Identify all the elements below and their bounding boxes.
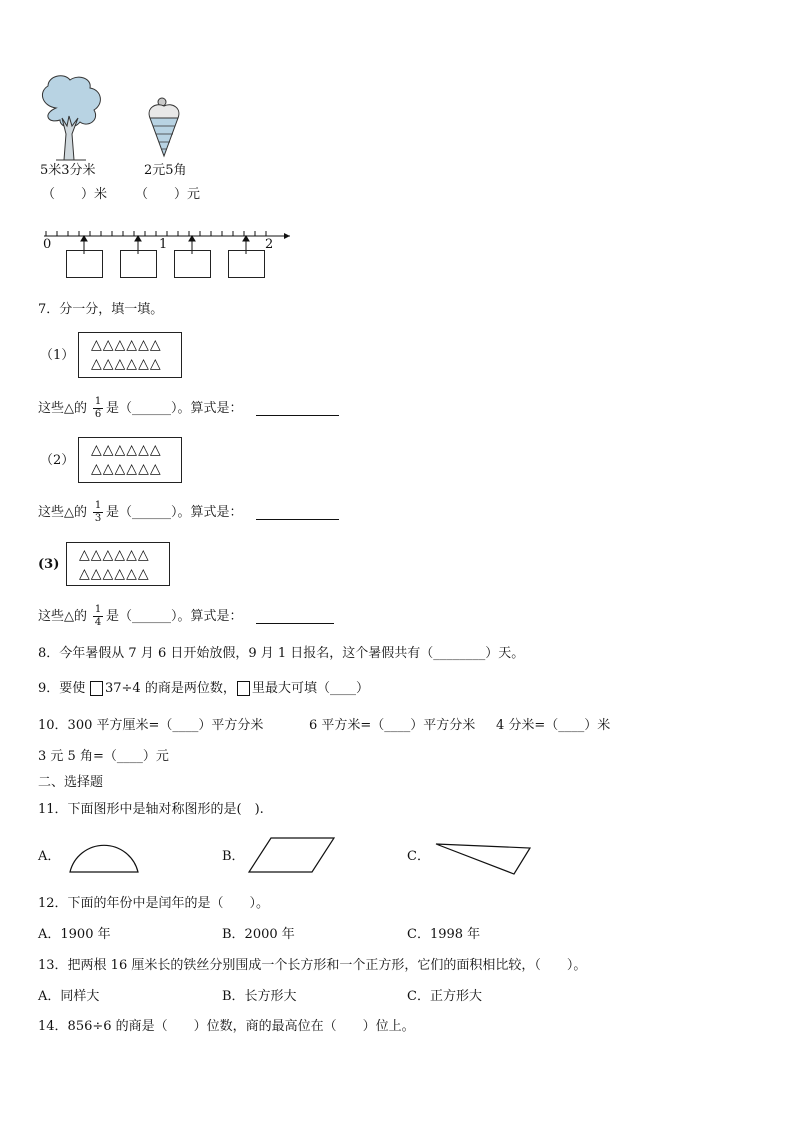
fraction-numerator: 1 xyxy=(94,500,102,511)
q12-option-b[interactable]: B．2000 年 xyxy=(222,927,295,942)
number-line-answer-box-4[interactable] xyxy=(228,250,265,278)
tree-answer-blank[interactable]: （ ）米 xyxy=(42,187,108,202)
semicircle-shape[interactable] xyxy=(68,834,142,874)
q7-part3-fraction xyxy=(93,605,103,628)
q10-b[interactable]: 6 平方米=（____）平方分米 xyxy=(309,718,476,733)
q11-option-c-label[interactable]: C． xyxy=(407,849,430,864)
fraction-denominator: 3 xyxy=(94,513,102,524)
q7-part2-suffix[interactable]: 是（______）。算式是： xyxy=(106,505,243,520)
q7-part1-suffix[interactable]: 是（______）。算式是： xyxy=(106,401,243,416)
q10-a[interactable]: 10．300 平方厘米=（____）平方分米 xyxy=(38,718,264,733)
q9-digit-box-2[interactable] xyxy=(237,681,250,696)
q13-option-a[interactable]: A．同样大 xyxy=(38,989,100,1004)
q9-digit-box-1[interactable] xyxy=(90,681,103,696)
q7-part2-triangle-box xyxy=(78,437,182,483)
q8-text[interactable]: 8．今年暑假从 7 月 6 日开始放假，9 月 1 日报名，这个暑假共有（________）天。 xyxy=(38,646,525,661)
q12-stem: 12．下面的年份中是闰年的是（ ）。 xyxy=(38,896,270,911)
icecream-label: 2元5角 xyxy=(144,163,187,178)
q7-part1-fraction xyxy=(93,397,103,420)
q7-part2-formula-blank[interactable] xyxy=(256,519,339,520)
triangle-row: △△△△△△ xyxy=(91,442,162,458)
number-line-label-0: 0 xyxy=(43,237,52,252)
q11-option-b-label[interactable]: B． xyxy=(222,849,245,864)
triangle-row: △△△△△△ xyxy=(91,337,162,353)
q9-part1: 9．要使 xyxy=(38,681,86,696)
q9-part3[interactable]: 里最大可填（____） xyxy=(252,681,370,696)
q7-part2-label: （2） xyxy=(40,453,75,468)
triangle-row: △△△△△△ xyxy=(91,356,162,372)
q7-part3-prefix: 这些△的 xyxy=(38,609,87,624)
q13-stem: 13．把两根 16 厘米长的铁丝分别围成一个长方形和一个正方形，它们的面积相比较，（ ）。 xyxy=(38,958,587,973)
q7-part1-triangle-box xyxy=(78,332,182,378)
fraction-denominator: 4 xyxy=(94,617,102,628)
icecream-answer-blank[interactable]: （ ）元 xyxy=(135,187,201,202)
parallelogram-shape[interactable] xyxy=(247,836,337,874)
q9-part2: 37÷4 的商是两位数， xyxy=(105,681,236,696)
q7-part2-fraction xyxy=(93,501,103,524)
number-line-answer-box-1[interactable] xyxy=(66,250,103,278)
triangle-shape[interactable] xyxy=(434,840,534,876)
number-line-answer-box-2[interactable] xyxy=(120,250,157,278)
q12-option-a[interactable]: A．1900 年 xyxy=(38,927,111,942)
fraction-numerator: 1 xyxy=(94,604,102,615)
q13-option-c[interactable]: C．正方形大 xyxy=(407,989,482,1004)
tree-label: 5米3分米 xyxy=(40,163,96,178)
number-line-label-1: 1 xyxy=(159,237,168,252)
q11-stem: 11．下面图形中是轴对称图形的是( ). xyxy=(38,802,264,817)
q7-part3-suffix[interactable]: 是（______）。算式是： xyxy=(106,609,243,624)
triangle-row: △△△△△△ xyxy=(79,566,150,582)
q7-part1-prefix: 这些△的 xyxy=(38,401,87,416)
q7-part1-label: （1） xyxy=(40,348,75,363)
fraction-denominator: 6 xyxy=(94,409,102,420)
triangle-row: △△△△△△ xyxy=(91,461,162,477)
triangle-row: △△△△△△ xyxy=(79,547,150,563)
q11-option-a-label[interactable]: A． xyxy=(38,849,61,864)
tree-picture xyxy=(36,74,108,162)
q10-d[interactable]: 3 元 5 角=（____）元 xyxy=(38,749,169,764)
q10-c[interactable]: 4 分米=（____）米 xyxy=(496,718,611,733)
number-line-label-2: 2 xyxy=(265,237,274,252)
q7-part2-prefix: 这些△的 xyxy=(38,505,87,520)
number-line-ticks xyxy=(46,231,266,236)
q14-text[interactable]: 14．856÷6 的商是（ ）位数，商的最高位在（ ）位上。 xyxy=(38,1019,415,1034)
q7-title: 7．分一分，填一填。 xyxy=(38,302,164,317)
q7-part3-label: (3) xyxy=(38,557,60,572)
ice-cream-picture xyxy=(142,96,192,158)
q7-part3-formula-blank[interactable] xyxy=(256,623,334,624)
number-line-answer-box-3[interactable] xyxy=(174,250,211,278)
q13-option-b[interactable]: B．长方形大 xyxy=(222,989,297,1004)
q7-part1-formula-blank[interactable] xyxy=(256,415,339,416)
section-heading: 二、选择题 xyxy=(38,775,104,790)
fraction-numerator: 1 xyxy=(94,396,102,407)
q12-option-c[interactable]: C．1998 年 xyxy=(407,927,481,942)
q7-part3-triangle-box xyxy=(66,542,170,586)
